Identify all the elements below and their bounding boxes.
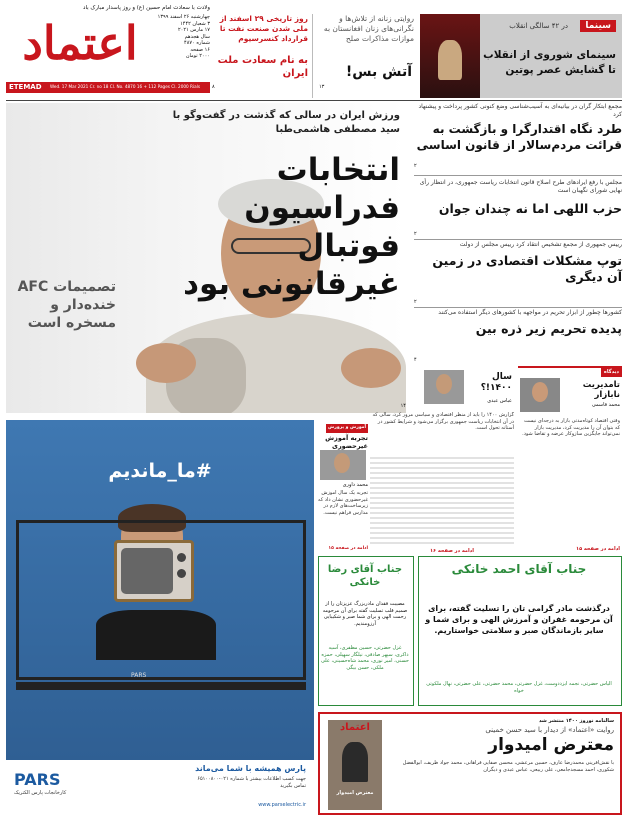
masthead-tagline: ولادت با سعادت امام حسین (ع) و روز پاسدار مبارک باد [83, 5, 210, 11]
lead-story[interactable] [6, 103, 406, 413]
year-title: سال ۱۴۰۰!؟ [480, 372, 512, 393]
editorial-title: تامدیریت نابازار [582, 380, 620, 400]
masthead-dates: چهارشنبه ۲۶ اسفند ۱۳۹۹ ۳ شعبان ۱۴۴۲ ۱۷ مارس ۲۰۲۱ سال هجدهم شماره ۴۸۷۰ ۱۶ صفحه ۲۰۰۰ تومان [157, 14, 210, 59]
teaser-national-day[interactable] [212, 14, 308, 98]
editorial-label: دیدگاه [601, 368, 622, 377]
news-page: ۲ [414, 298, 417, 305]
news-item[interactable] [414, 179, 622, 237]
nowruz-text: با نقش‌آفرینی محمدرضا عارف، حسین مرعشی، محسن صفایی فراهانی، محمد جواد ظریف، ابوالفضل شکوری، احمد مسجدجامعی، علی ربیعی، عباس عبدی و دیگران [402, 760, 614, 773]
teaser-cinema[interactable] [420, 14, 622, 98]
condolence-names: الیاس حضرتی، نجمه ایزددوست، غزل حضرتی، محمد حضرتی، علی حضرتی، نهال ملکوتی خواه [426, 681, 612, 694]
year-more[interactable]: ادامه در صفحه ۱۶ [430, 548, 474, 554]
ad-tv-brand: PARS [131, 672, 147, 679]
ad-tv-stand [16, 682, 306, 690]
ad-site[interactable]: www.parselectric.ir [258, 802, 306, 808]
editorial-box[interactable] [518, 366, 622, 556]
nowruz-promo[interactable] [318, 712, 622, 815]
nowruz-kicker: روایت «اعتماد» از دیدار با سید حسن خمینی [485, 726, 614, 734]
news-kicker: مجلس با رفع ایرادهای طرح اصلاح قانون انتخابات ریاست جمهوری، در انتظار رأی نهایی شورای نگهبان است [419, 179, 622, 194]
news-column [414, 103, 622, 365]
nowruz-cover-title: معترض امیدوار [336, 790, 374, 796]
condolence-title: جناب آقای احمد خانکی [451, 562, 587, 576]
pars-logo: PARS [14, 770, 61, 789]
news-kicker: مجمع ابتکار گران در بیانیه‌ای به آسیب‌شناسی وضع کنونی کشور پرداخت و پیشنهاد کرد [418, 103, 622, 118]
photo-hand-right [341, 348, 401, 388]
condolence-title: جناب آقای رضا خانکی [327, 564, 403, 588]
pars-ad[interactable] [6, 420, 314, 815]
news-page: ۴ [414, 356, 417, 363]
lead-headline-line: فدراسیون فوتبال [244, 190, 400, 264]
news-divider [414, 175, 622, 176]
cinema-label: سینما [580, 20, 616, 32]
ad-contact: جهت کسب اطلاعات بیشتر با شماره ۰۲۱-۶۵۱۰۰۸۰۰ تماس بگیرید [197, 776, 306, 789]
nowruz-cover [328, 720, 382, 810]
condolence-text: مصیبت فقدان مادربزرگ عزیزتان را از صمیم قلب تسلیت گفته برای آن مرحومه رحمت الهی و برای شما صبر و شکیبایی آرزومندیم. [322, 601, 408, 627]
year-author: عباس عبدی [487, 398, 512, 404]
cinema-title: سینمای شوروی از انقلاب تا گشایش عصر پوتین [483, 49, 616, 76]
lead-headline-line: انتخابات [276, 152, 400, 188]
pars-logo-sub: کارخانجات پارس الکتریک [14, 790, 67, 796]
news-item[interactable] [414, 309, 622, 363]
teaser-national-day-page: ۸ [212, 84, 215, 90]
teaser-national-day-text: روز تاریخی ۲۹ اسفند از ملی شدن صنعت نفت تا قرارداد کنسرسیوم [219, 14, 308, 43]
experience-author-photo [320, 450, 366, 480]
lead-headline [150, 151, 400, 303]
news-title: توپ مشکلات اقتصادی در زمین آن دیگری [432, 253, 622, 284]
condolence-reza [318, 556, 414, 706]
experience-box[interactable] [318, 424, 368, 554]
author-face [334, 453, 350, 473]
news-kicker: رییس جمهوری از مجمع تشخیص انتقاد کرد رییس مجلس از دولت [459, 241, 622, 248]
year-box[interactable] [416, 368, 514, 408]
nowruz-title: معترض امیدوار [488, 735, 614, 755]
year-text-body [370, 454, 514, 544]
teaser-afghan-women-text: روایتی زنانه از تلاش‌ها و نگرانی‌های زنان افغانستان به موازات مذاکرات صلح [323, 14, 414, 43]
year-text: گزارش ۱۴۰۰ را باید از منظر اقتصادی و سیاسی مرور کرد، سالی که در آن انتخابات ریاست جمهوری برگزار می‌شود و شرایط کشور در آستانه تحول است. [372, 412, 514, 431]
editorial-author: محمد قاسمی [591, 402, 620, 408]
cinema-poster-image [420, 14, 480, 98]
editorial-author-photo [520, 378, 560, 412]
masthead-logo: اعتماد [22, 16, 138, 70]
experience-label: آموزش و پرورش [326, 424, 368, 433]
news-item[interactable] [414, 103, 622, 169]
top-divider [6, 100, 622, 101]
nowruz-cover-figure [342, 742, 368, 782]
lead-subhead: تصمیمات AFC خنده‌دار و مسخره است [17, 279, 116, 331]
teaser-afghan-women[interactable] [312, 14, 416, 98]
masthead-info-strip [6, 82, 210, 93]
news-kicker: کشورها چطور از ابزار تحریم در مواجهه با کشورهای دیگر استفاده می‌کنند [438, 309, 622, 316]
lead-headline-line: غیرقانونی بود [183, 266, 400, 302]
news-divider [414, 239, 622, 240]
nowruz-label: سالنامه نوروز ۱۴۰۰ منتشر شد [539, 718, 614, 724]
condolence-text: درگذشت مادر گرامی تان را تسلیت گفته، برای آن مرحومه غفران و آمرزش الهی و برای شما و سایر بازماندگان صبر و سلامتی خواستاریم. [425, 604, 613, 635]
poster-figure [438, 40, 462, 80]
news-title: حزب اللهی اما نه چندان جوان [438, 201, 622, 216]
cinema-kicker: در ۴۲ سالگی انقلاب [509, 22, 568, 30]
editorial-text: وقتی اقتصاد کوتاه‌مدتی بازار به درجه‌ای نیست که بتوان آن را مدیریت کرد، مدیریت بازار نمی‌تواند جایگزین سازوکار عرضه و تقاضا شود. [522, 418, 620, 437]
condolence-names: غزل حضرتی، حسین مظفری، آسیه ذاکری، سپهر صادقی، نیلگار سهیلی، حمزه حسنی، امیر نوری، محمد شاه‌حسینی، علی ملکی، حسن بیگی [321, 645, 409, 671]
experience-more[interactable]: ادامه در صفحه ۱۵ [328, 546, 368, 551]
news-title: طرد نگاه اقتدارگرا و بازگشت به قرائت مردم‌سالار از قانون اساسی [416, 122, 622, 152]
lead-page-ref: ۱۴ [400, 403, 406, 409]
news-page: ۲ [414, 230, 417, 237]
teaser-afghan-women-title: آتش بس! [345, 64, 412, 80]
info-strip-text: Wed. 17 Mar 2021 Cr. no 18 Cl. No. 4870 16 + 112 Pages Cl. 2000 Rials [50, 84, 201, 89]
ad-hashtag: #ما_ماندیم [108, 460, 212, 482]
author-face [532, 382, 548, 402]
experience-author: محمد داوری [342, 482, 368, 488]
experience-title: تجربه آموزش غیرحضوری [325, 434, 368, 450]
editorial-more[interactable]: ادامه در صفحه ۱۵ [576, 546, 620, 552]
masthead [6, 4, 210, 98]
news-title: پدیده تحریم زیر ذره بین [475, 321, 622, 336]
lead-kicker: ورزش ایران در سالی که گذشت در گفت‌وگو با سید مصطفی هاشمی‌طبا [172, 110, 400, 135]
news-page: ۲ [414, 162, 417, 169]
teaser-afghan-women-page: ۱۳ [319, 84, 325, 90]
year-author-photo [424, 370, 464, 404]
ad-modern-tv [16, 520, 306, 680]
author-face [436, 374, 452, 394]
experience-text: تجربه یک سال آموزش غیرحضوری نشان داد که زیرساخت‌های لازم در مدارس فراهم نیست. [318, 490, 368, 516]
photo-hand-left [136, 343, 196, 383]
nowruz-cover-logo: اعتماد [340, 722, 370, 733]
ad-slogan: پارس همیشه با شما می‌ماند [195, 764, 306, 773]
news-divider [414, 307, 622, 308]
news-item[interactable] [414, 241, 622, 305]
teaser-national-day-title: به نام سعادت ملت ایران [217, 55, 308, 79]
condolence-ahmad [418, 556, 622, 706]
latin-name: ETEMAD [9, 83, 42, 91]
